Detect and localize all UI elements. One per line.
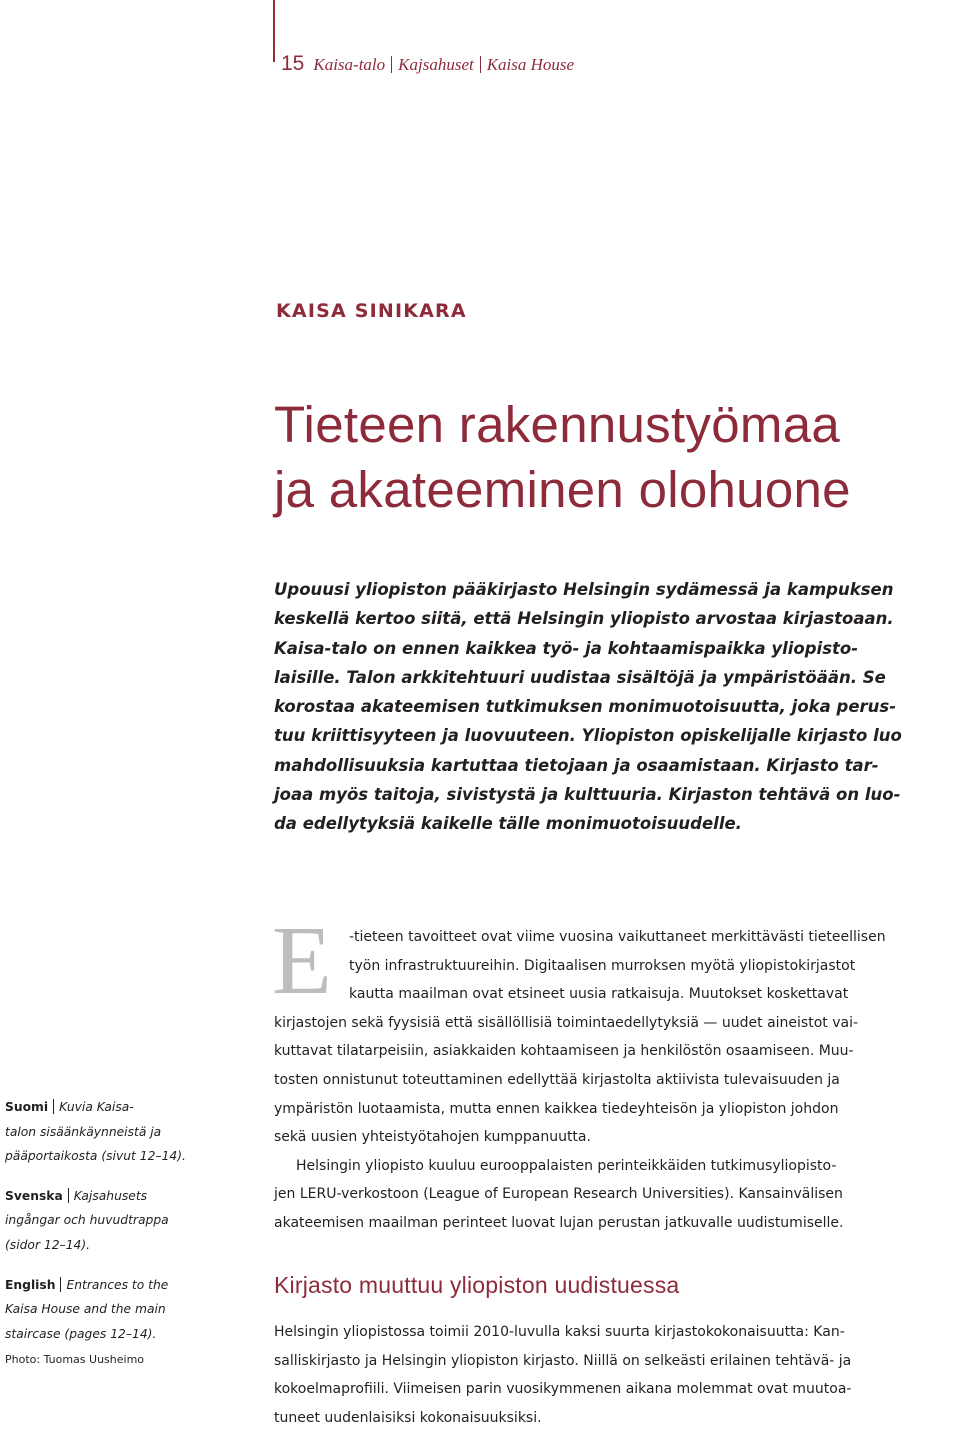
lead-line: tuu kriittisyyteen ja luovuuteen. Yliopiston opiskelijalle kirjasto luo: [274, 726, 902, 746]
article-title: [274, 392, 851, 522]
title-line: ja akateeminen olohuone: [274, 461, 851, 518]
body-line: Helsingin yliopisto kuuluu eurooppalaisten perinteikkäiden tutkimusyliopisto-: [296, 1157, 837, 1174]
lead-line: laisille. Talon arkkitehtuuri uudistaa sisältöjä ja ympäristöään. Se: [274, 667, 886, 687]
body-line: tosten onnistunut toteuttaminen edellyttää kirjastolta aktiivista tulevaisuuden ja: [274, 1071, 840, 1088]
body-line: Helsingin yliopistossa toimii 2010-luvulla kaksi suurta kirjastokokonaisuutta: Kan-: [274, 1324, 845, 1340]
body-line: tuneet uudenlaisiksi kokonaisuuksiksi.: [274, 1409, 542, 1426]
caption-finnish: [5, 1095, 215, 1169]
caption-separator: [60, 1277, 61, 1292]
lead-line: korostaa akateemisen tutkimuksen monimuotoisuutta, joka perus-: [274, 697, 897, 717]
body-line: työn infrastruktuureihin. Digitaalisen murroksen myötä yliopistokirjastot: [349, 957, 856, 974]
body-paragraph-1: [274, 923, 960, 1238]
body-line: kautta maailman ovat etsineet uusia ratkaisuja. Muutokset koskettavat: [349, 986, 849, 1003]
caption-text: staircase (pages 12–14).: [5, 1326, 157, 1341]
lead-line: joaa myös taitoja, sivistystä ja kulttuuria. Kirjaston tehtävä on luo-: [274, 785, 901, 805]
body-line: jen LERU-verkostoon (League of European Research Universities). Kansainvälisen: [274, 1186, 843, 1203]
caption-label-fi: Suomi: [5, 1100, 49, 1114]
photo-credit: Photo: Tuomas Uusheimo: [5, 1353, 145, 1366]
photo-caption: [5, 1095, 215, 1361]
running-header: [281, 52, 574, 76]
body-line: kokoelmaprofiili. Viimeisen parin vuosikymmenen aikana molemmat ovat muutoa-: [274, 1381, 852, 1398]
caption-text: Entrances to the: [66, 1277, 169, 1292]
title-line: Tieteen rakennustyömaa: [274, 396, 841, 453]
header-vertical-rule: [273, 0, 275, 62]
caption-text: Kaisa House and the main: [5, 1302, 166, 1317]
section-subheading: Kirjasto muuttuu yliopiston uudistuessa: [274, 1272, 680, 1298]
body-line: kuttavat tilatarpeisiin, asiakkaiden kohtaamiseen ja henkilöstön osaamiseen. Muu-: [274, 1043, 854, 1060]
caption-text: Kajsahusets: [73, 1188, 148, 1203]
drop-cap: E: [272, 907, 332, 1015]
lead-line: da edellytyksiä kaikelle tälle monimuotoisuudelle.: [274, 814, 742, 834]
body-line: kirjastojen sekä fyysisiä että sisällöllisiä toimintaedellytyksiä — uudet aineistot vai-: [274, 1014, 859, 1031]
caption-text: talon sisäänkäynneistä ja: [5, 1124, 162, 1139]
caption-label-en: English: [5, 1277, 56, 1292]
lead-paragraph: [274, 575, 960, 839]
lead-line: Kaisa-talo on ennen kaikkea työ- ja kohtaamispaikka yliopisto-: [274, 638, 859, 658]
header-separator: [391, 56, 392, 73]
lead-line: Upouusi yliopiston pääkirjasto Helsingin sydämessä ja kampuksen: [274, 580, 894, 599]
caption-swedish: [5, 1184, 215, 1258]
header-separator: [480, 56, 481, 73]
caption-text: pääportaikosta (sivut 12–14).: [5, 1149, 186, 1164]
body-line: -tieteen tavoitteet ovat viime vuosina vaikuttaneet merkittävästi tieteellisen: [349, 929, 886, 945]
body-line: salliskirjasto ja Helsingin yliopiston kirjasto. Niillä on selkeästi erilainen tehtävä- ja: [274, 1352, 852, 1369]
lead-line: keskellä kertoo siitä, että Helsingin yliopisto arvostaa kirjastoaan.: [274, 609, 894, 629]
caption-separator: [53, 1099, 54, 1114]
caption-text: (sidor 12–14).: [5, 1237, 91, 1252]
caption-english: [5, 1273, 215, 1347]
page-number: 15: [281, 52, 305, 75]
body-line: akateemisen maailman perinteet luovat lujan perustan jatkuvalle uudistumiselle.: [274, 1214, 844, 1231]
caption-text: Kuvia Kaisa-: [59, 1100, 134, 1114]
section-name-sv: Kajsahuset: [398, 55, 474, 74]
lead-line: mahdollisuuksia kartuttaa tietojaan ja osaamistaan. Kirjasto tar-: [274, 755, 879, 775]
author-name: KAISA SINIKARA: [276, 300, 467, 322]
body-line: ympäristön luotaamista, mutta ennen kaikkea tiedeyhteisön ja yliopiston johdon: [274, 1100, 839, 1117]
section-name-fi: Kaisa-talo: [313, 55, 386, 74]
body-line: sekä uusien yhteistyötahojen kumppanuutta.: [274, 1129, 591, 1146]
section-name-en: Kaisa House: [486, 55, 575, 74]
body-paragraph-3: [274, 1318, 960, 1432]
caption-text: ingångar och huvudtrappa: [5, 1213, 169, 1228]
caption-separator: [68, 1188, 69, 1203]
caption-label-sv: Svenska: [5, 1188, 63, 1203]
